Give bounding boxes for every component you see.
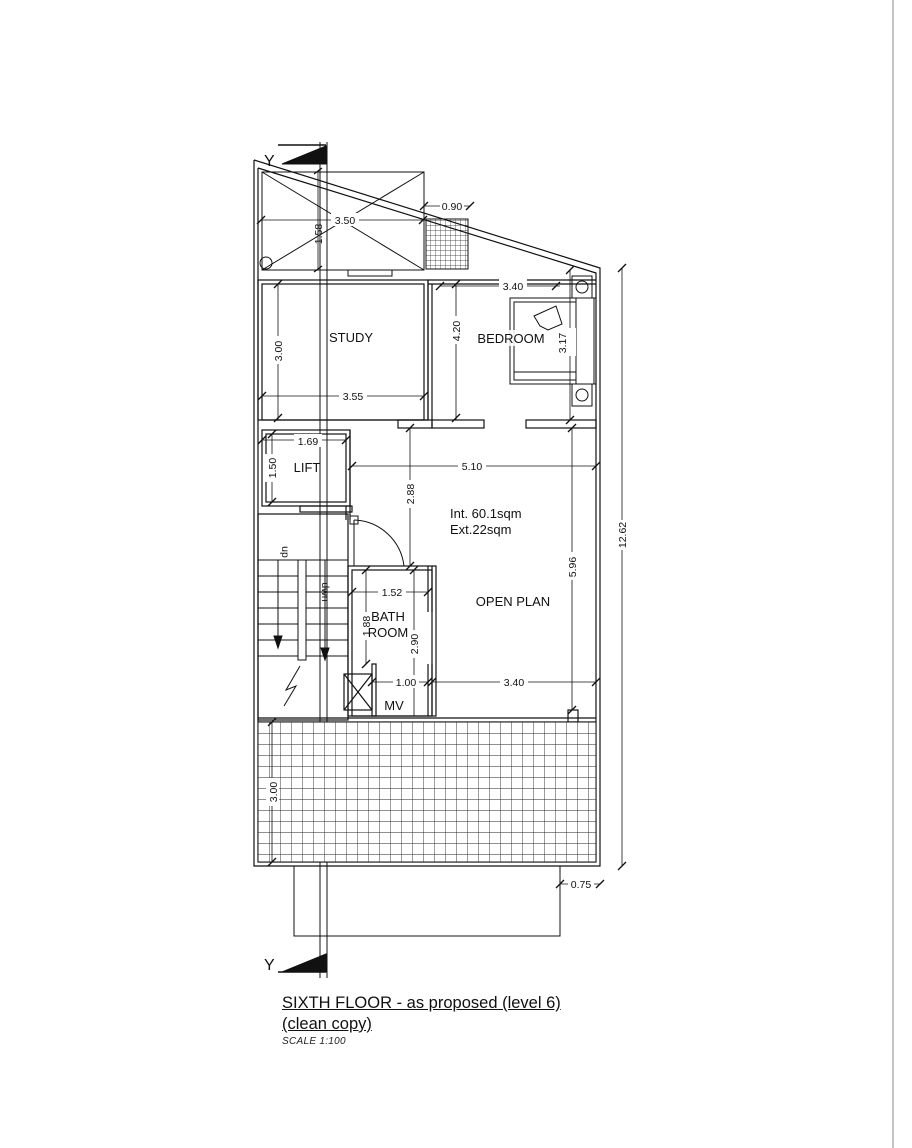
dim-3-00: 3.00 <box>273 340 285 362</box>
drawing-scale: SCALE 1:100 <box>282 1036 346 1047</box>
dim-4-20: 4.20 <box>451 320 463 342</box>
dim-12-62: 12.62 <box>617 521 629 549</box>
dim-3-00-terrace: 3.00 <box>268 781 280 803</box>
top-void <box>260 172 468 276</box>
dim-3-40-bedroom: 3.40 <box>502 281 524 293</box>
dim-5-96: 5.96 <box>567 556 579 578</box>
dim-1-88: 1.88 <box>361 615 373 637</box>
room-label-bedroom: BEDROOM <box>477 331 545 346</box>
dim-0-75: 0.75 <box>570 879 592 891</box>
area-internal: Int. 60.1sqm <box>450 506 522 521</box>
section-mark-bottom: Y <box>264 957 275 974</box>
dim-3-40-open-plan: 3.40 <box>503 677 525 689</box>
dim-1-50: 1.50 <box>267 457 279 479</box>
dim-2-88: 2.88 <box>405 483 417 505</box>
dim-1-52: 1.52 <box>381 587 403 599</box>
dim-1-00: 1.00 <box>395 677 417 689</box>
room-label-lift: LIFT <box>293 460 321 475</box>
balcony-outline <box>294 866 560 936</box>
stair-down-label: dwn <box>319 582 331 602</box>
terrace-tiling <box>258 722 596 862</box>
section-mark-top: Y <box>264 153 275 170</box>
dim-3-50: 3.50 <box>334 215 356 227</box>
drawing-title: SIXTH FLOOR - as proposed (level 6) <box>282 994 561 1012</box>
room-label-bath: BATH <box>371 609 405 624</box>
room-label-open-plan: OPEN PLAN <box>475 594 551 609</box>
dim-3-55: 3.55 <box>342 391 364 403</box>
stair-up-label: up <box>279 546 291 558</box>
dim-1-58: 1.58 <box>313 223 325 245</box>
dim-2-90: 2.90 <box>409 633 421 655</box>
dim-3-17: 3.17 <box>557 332 569 354</box>
room-label-room: ROOM <box>367 625 409 640</box>
area-external: Ext.22sqm <box>450 522 512 537</box>
dim-0-90: 0.90 <box>441 201 463 213</box>
room-label-mv: MV <box>384 698 404 713</box>
drawing-subtitle: (clean copy) <box>282 1015 372 1033</box>
door-swing <box>350 516 404 566</box>
dim-5-10: 5.10 <box>461 461 483 473</box>
stair-flight <box>258 560 348 706</box>
room-label-study: STUDY <box>328 330 374 345</box>
dim-1-69: 1.69 <box>297 436 319 448</box>
